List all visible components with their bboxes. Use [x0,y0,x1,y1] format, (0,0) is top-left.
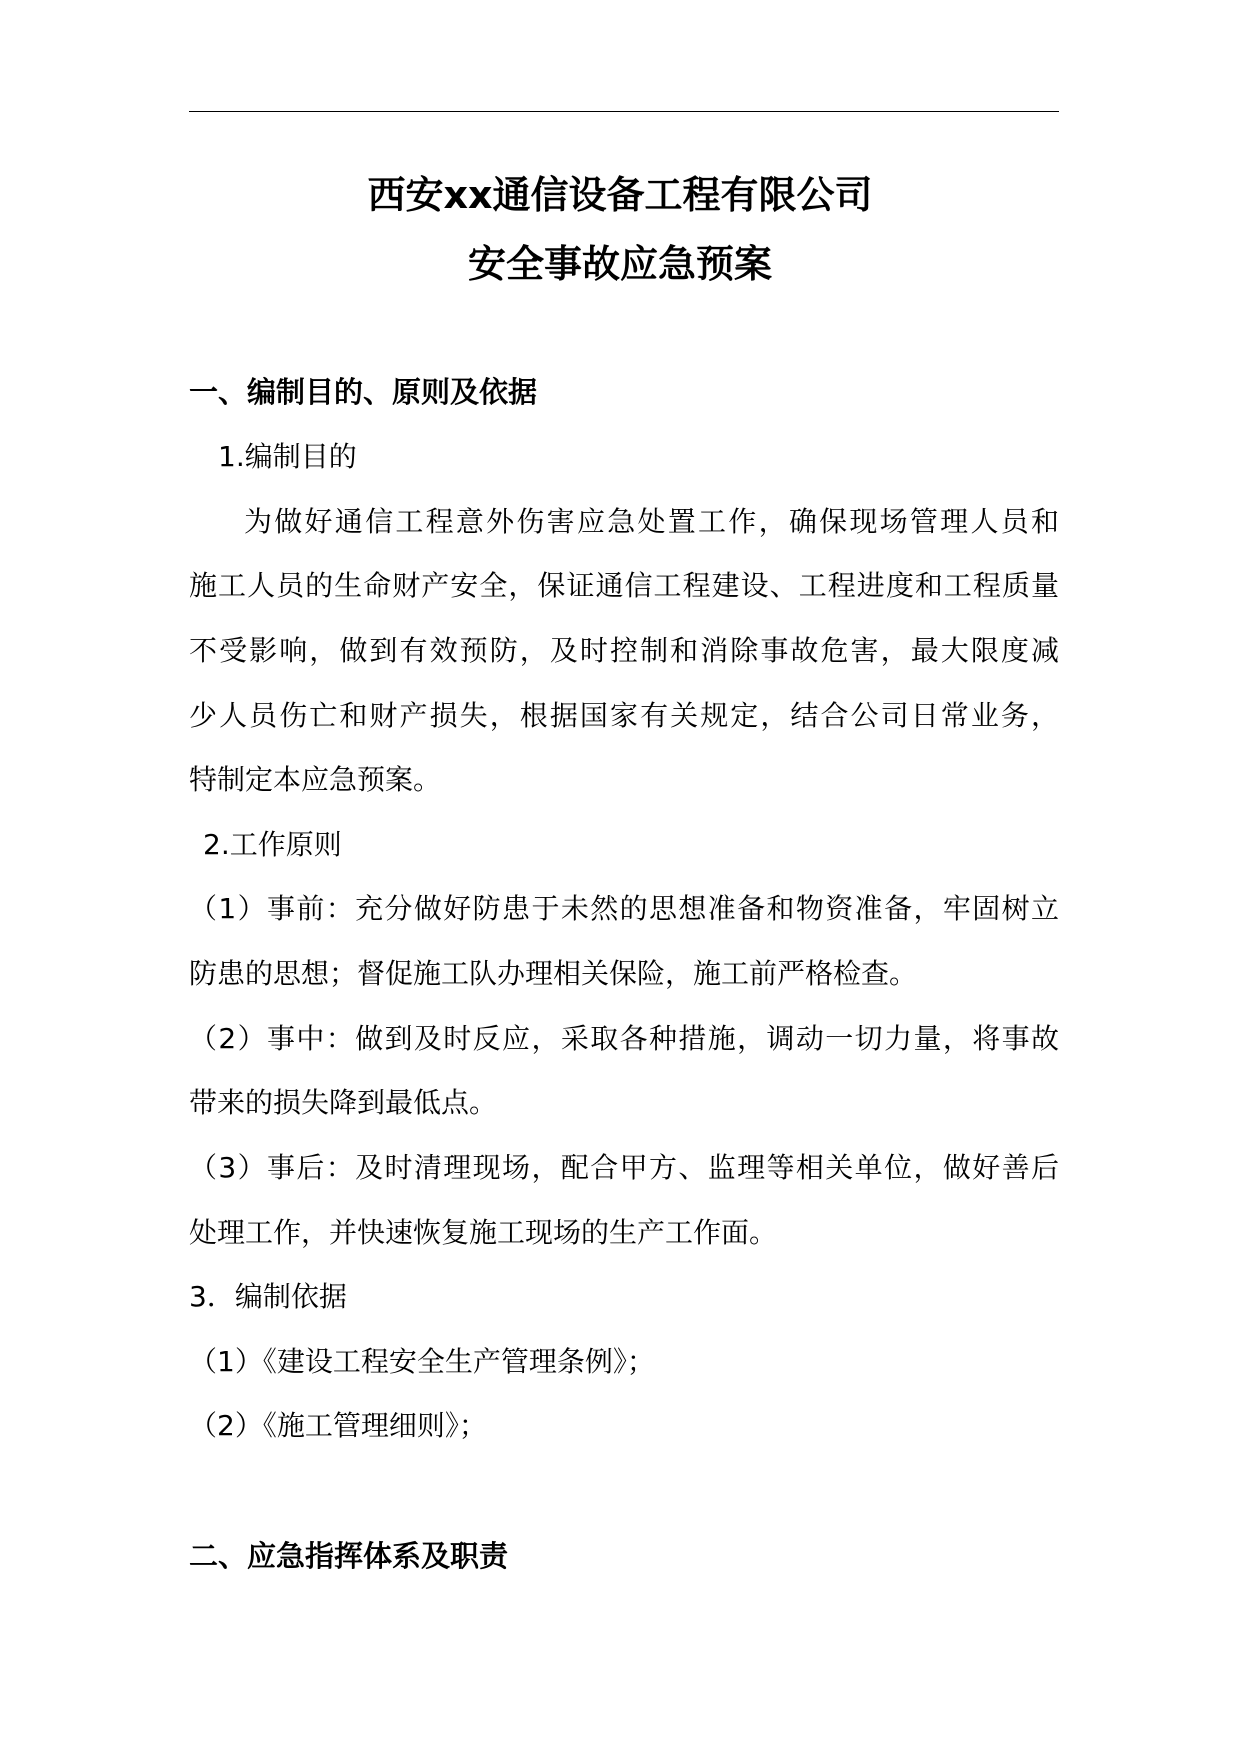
section-heading-2: 二、应急指挥体系及职责 [189,1539,509,1573]
subsection-title-principles: 2.工作原则 [203,828,342,861]
paragraph-line: 特制定本应急预案。 [189,763,442,796]
paragraph-line: 为做好通信工程意外伤害应急处置工作，确保现场管理人员和 [244,505,1059,538]
subsection-title-purpose: 1.编制目的 [218,440,357,473]
document-title: 西安xx通信设备工程有限公司 [367,173,873,217]
list-item: （3）事后：及时清理现场，配合甲方、监理等相关单位，做好善后 [189,1151,1059,1184]
list-item: （1）事前：充分做好防患于未然的思想准备和物资准备，牢固树立 [189,892,1059,925]
paragraph-line: 施工人员的生命财产安全，保证通信工程建设、工程进度和工程质量 [189,569,1059,602]
list-item: （2）事中：做到及时反应，采取各种措施，调动一切力量，将事故 [189,1022,1059,1055]
paragraph-line: 不受影响，做到有效预防，及时控制和消除事故危害，最大限度减 [189,634,1059,667]
paragraph-line: 少人员伤亡和财产损失，根据国家有关规定，结合公司日常业务， [189,699,1059,732]
list-item: （2）《施工管理细则》； [189,1409,487,1442]
header-rule [189,111,1059,112]
list-item-continuation: 处理工作，并快速恢复施工现场的生产工作面。 [189,1216,778,1249]
list-item-continuation: 防患的思想；督促施工队办理相关保险，施工前严格检查。 [189,957,918,990]
section-heading-1: 一、编制目的、原则及依据 [189,375,538,409]
list-item-continuation: 带来的损失降到最低点。 [189,1086,498,1119]
list-item: （1）《建设工程安全生产管理条例》； [189,1345,655,1378]
subsection-title-basis: 3．编制依据 [189,1280,347,1313]
document-subtitle: 安全事故应急预案 [467,242,772,286]
